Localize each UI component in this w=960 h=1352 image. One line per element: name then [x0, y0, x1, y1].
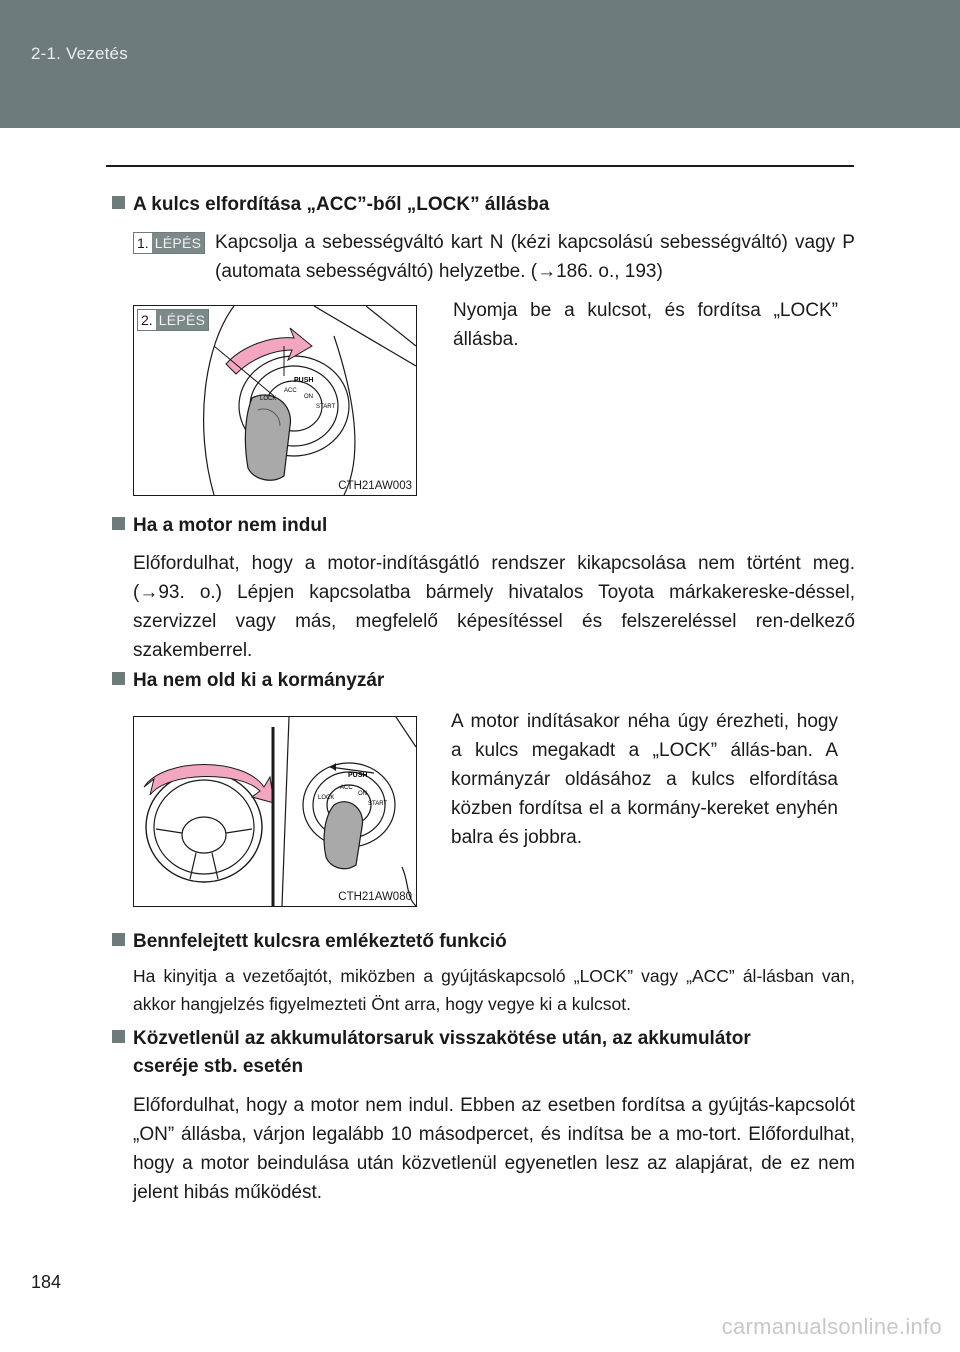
heading-steering-lock: Ha nem old ki a kormányzár	[112, 667, 384, 695]
header-rule	[106, 165, 854, 167]
push-label: PUSH	[294, 377, 314, 384]
step2-badge: 2. LÉPÉS	[137, 309, 209, 331]
ignition-key-illustration	[134, 306, 416, 495]
figure-key-lock	[133, 305, 417, 496]
step2-text: Nyomja be a kulcsot, és fordítsa „LOCK” állásba.	[453, 300, 838, 350]
acc-label: ACC	[340, 785, 353, 791]
engine-not-start-text: Előfordulhat, hogy a motor-indításgátló rendszer kikapcsolása nem történt meg. (→93. o.) Lépjen kapcsolatba bármely hivatalos Toyota márkakereske-déssel, szervizzel vagy más, megfelelő képesítéssel és felszereléssel ren-delkező szakemberrel.	[133, 553, 855, 661]
steering-wheel-illustration	[134, 717, 416, 906]
figure-code: CTH21AW003	[338, 480, 412, 492]
battery-text: Előfordulhat, hogy a motor nem indul. Ebben az esetben fordítsa a gyújtás-kapcsolót „ON” állásba, várjon legalább 10 másodpercet, és indítsa be a mo-tort. Előfordulhat, hogy a motor beindulása után közvetlenül egyenetlen lesz az alapjárat, de ez nem jelent hibás működést.	[133, 1095, 855, 1203]
step1-badge: 1. LÉPÉS	[133, 232, 205, 254]
key-reminder-text: Ha kinyitja a vezetőajtót, miközben a gyújtáskapcsoló „LOCK” vagy „ACC” ál-lásban van, akkor hangjelzés figyelmezteti Önt arra, hogy vegye ki a kulcsot.	[133, 966, 855, 1014]
heading-battery: Közvetlenül az akkumulátorsaruk visszakötése után, az akkumulátor cseréje stb. esetén	[112, 1025, 852, 1081]
section-title: 2-1. Vezetés	[31, 44, 128, 63]
bullet-square-icon	[112, 1030, 125, 1043]
acc-label: ACC	[284, 388, 297, 394]
bullet-square-icon	[112, 517, 125, 530]
start-label: START	[368, 801, 388, 807]
page-header	[0, 0, 960, 128]
watermark: carmanualsonline.info	[721, 1314, 942, 1339]
bullet-square-icon	[112, 933, 125, 946]
heading-engine-not-start: Ha a motor nem indul	[112, 512, 327, 540]
heading-turn-key: A kulcs elfordítása „ACC”-ből „LOCK” állásba	[112, 191, 549, 219]
push-label: PUSH	[348, 772, 368, 779]
on-label: ON	[304, 394, 313, 400]
on-label: ON	[358, 791, 367, 797]
page-number: 184	[31, 1272, 62, 1292]
figure-steering-lock	[133, 716, 417, 907]
heading-key-reminder: Bennfelejtett kulcsra emlékeztető funkció	[112, 928, 507, 956]
bullet-square-icon	[112, 672, 125, 685]
lock-label: LOCK	[260, 396, 277, 402]
step1-text: Kapcsolja a sebességváltó kart N (kézi kapcsolású sebességváltó) vagy P (automata sebességváltó) helyzetbe. (→186. o., 193)	[215, 232, 855, 282]
steering-lock-text: A motor indításakor néha úgy érezheti, hogy a kulcs megakadt a „LOCK” állás-ban. A kormányzár oldásához a kulcs elfordítása közben fordítsa el a kormány-kereket enyhén balra és jobbra.	[451, 711, 838, 848]
lock-label: LOCK	[318, 795, 335, 801]
figure-code: CTH21AW080	[338, 891, 412, 903]
start-label: START	[316, 404, 336, 410]
bullet-square-icon	[112, 196, 125, 209]
